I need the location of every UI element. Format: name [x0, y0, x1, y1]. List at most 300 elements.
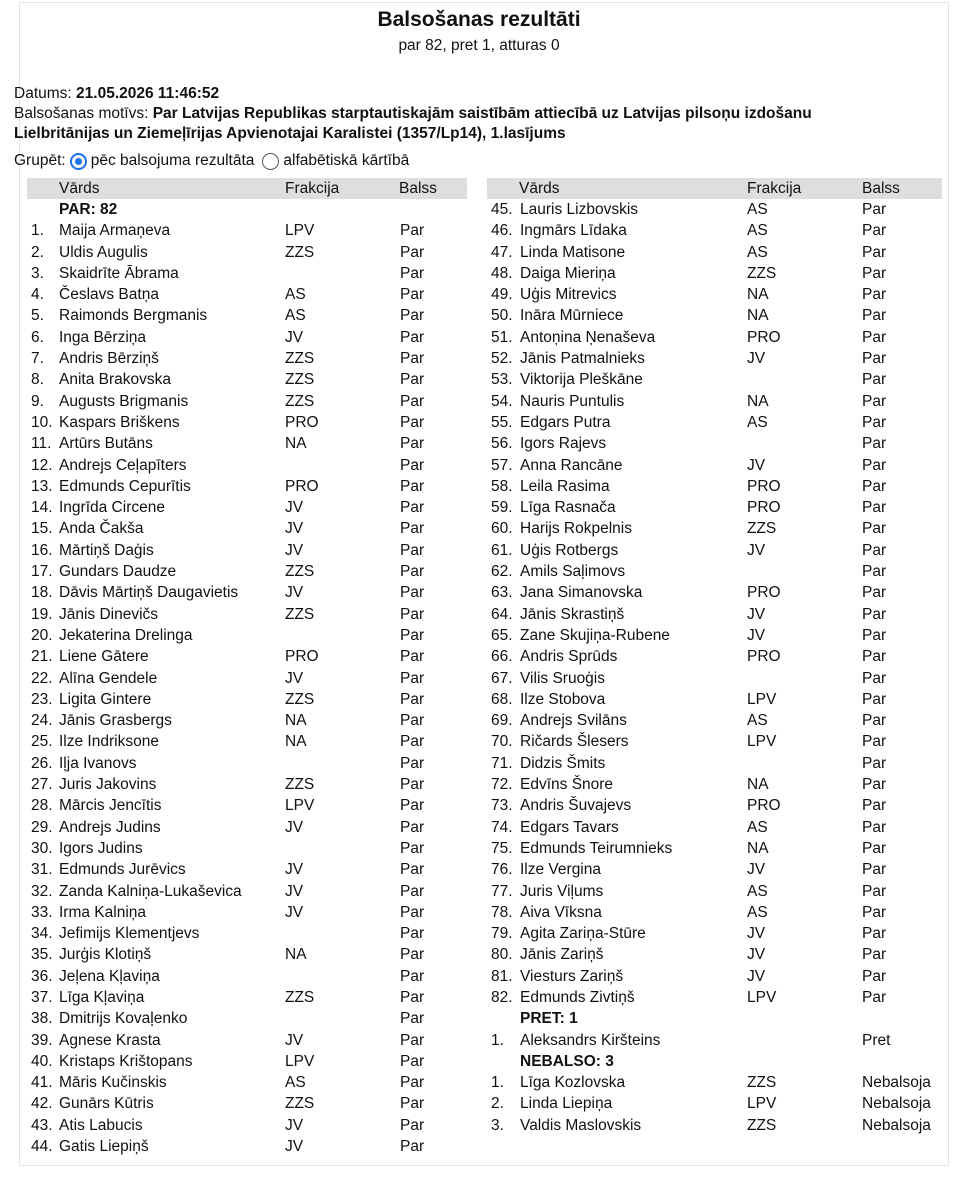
row-number: 50. [491, 307, 513, 325]
row-number: 9. [31, 392, 44, 410]
member-vote: Par [400, 626, 425, 644]
row-number: 39. [31, 1031, 53, 1049]
table-row [31, 242, 467, 263]
member-vote: Par [400, 477, 425, 495]
row-number: 28. [31, 797, 53, 815]
member-faction: AS [747, 818, 768, 836]
row-number: 30. [31, 839, 53, 857]
table-row [31, 668, 467, 689]
member-vote: Par [400, 690, 425, 708]
member-faction: PRO [747, 648, 781, 666]
member-faction: NA [747, 307, 769, 325]
member-vote: Par [862, 626, 887, 644]
member-faction: PRO [285, 648, 319, 666]
row-number: 72. [491, 776, 513, 794]
row-number: 1. [491, 1074, 504, 1092]
date-line [14, 84, 219, 104]
row-number: 52. [491, 350, 513, 368]
member-faction: JV [285, 861, 304, 879]
row-number: 29. [31, 818, 53, 836]
table-row [31, 795, 467, 816]
member-name: Edgars Putra [520, 413, 611, 431]
member-faction: JV [285, 1031, 304, 1049]
table-row [491, 710, 942, 731]
member-name: Anna Rancāne [520, 456, 623, 474]
table-row [491, 497, 942, 518]
row-number: 11. [31, 435, 52, 453]
row-number: 8. [31, 371, 44, 389]
member-faction: NA [285, 712, 307, 730]
table-row [31, 838, 467, 859]
group-by-control [14, 152, 409, 170]
row-number: 43. [31, 1116, 53, 1134]
right-table-header [487, 178, 942, 199]
radio-by-result-label[interactable]: pēc balsojuma rezultāta [90, 152, 255, 169]
table-row [31, 497, 467, 518]
member-faction: AS [747, 201, 768, 218]
table-row [31, 348, 467, 369]
member-vote: Par [862, 839, 887, 857]
table-row [491, 284, 942, 305]
header-name: Vārds [519, 180, 560, 197]
member-name: Atis Labucis [59, 1116, 143, 1134]
row-number: 1. [491, 1031, 504, 1049]
member-name: Edgars Tavars [520, 818, 619, 836]
member-name: Irma Kalniņa [59, 903, 147, 921]
member-name: Jefimijs Klementjevs [59, 925, 200, 943]
member-name: Liene Gātere [59, 648, 149, 666]
row-number: 45. [491, 201, 513, 218]
table-row [491, 689, 942, 710]
table-row [31, 518, 467, 539]
table-row [31, 263, 467, 284]
member-faction: JV [285, 541, 304, 559]
member-vote: Nebalsoja [862, 1095, 931, 1113]
table-row [31, 433, 467, 454]
member-name: Ināra Mūrniece [520, 307, 624, 325]
member-name: Andris Šuvajevs [520, 797, 632, 815]
row-number: 6. [31, 328, 44, 346]
member-vote: Par [862, 563, 887, 581]
section-label: PRET: 1 [520, 1010, 578, 1028]
row-number: 1. [31, 222, 44, 240]
row-number: 35. [31, 946, 53, 964]
table-row [31, 859, 467, 880]
header-name: Vārds [59, 180, 100, 197]
member-name: Jānis Grasbergs [59, 712, 172, 730]
row-number: 2. [31, 243, 44, 261]
motive-line-2 [14, 124, 566, 144]
member-name: Agita Zariņa-Stūre [520, 925, 646, 943]
member-name: Iļja Ivanovs [59, 754, 137, 772]
member-faction: ZZS [285, 392, 315, 410]
member-faction: ZZS [285, 563, 315, 581]
member-faction: JV [747, 967, 766, 985]
table-row [31, 1030, 467, 1051]
member-name: Amils Saļimovs [520, 563, 626, 581]
row-number: 10. [31, 413, 53, 431]
section-heading [31, 199, 467, 220]
table-row [491, 1072, 942, 1093]
member-name: Jānis Dinevičs [59, 605, 159, 623]
member-vote: Par [862, 946, 887, 964]
member-faction: ZZS [285, 371, 315, 389]
member-faction: ZZS [285, 1095, 315, 1113]
member-name: Andris Sprūds [520, 648, 618, 666]
member-name: Raimonds Bergmanis [59, 307, 208, 325]
table-row [31, 817, 467, 838]
member-vote: Par [400, 605, 425, 623]
table-row [31, 625, 467, 646]
table-row [491, 966, 942, 987]
header-vote: Balss [862, 180, 900, 197]
member-name: Jānis Patmalnieks [520, 350, 645, 368]
motive-value-continued: Lielbritānijas un Ziemeļīrijas Apvienotajai Karalistei (1357/Lp14), 1.lasījums [14, 125, 566, 142]
member-name: Juris Jakovins [59, 776, 157, 794]
table-row [491, 774, 942, 795]
member-vote: Nebalsoja [862, 1116, 931, 1134]
member-vote: Par [862, 222, 887, 240]
vote-summary: par 82, pret 1, atturas 0 [398, 37, 560, 54]
row-number: 23. [31, 690, 53, 708]
member-faction: PRO [285, 413, 319, 431]
member-faction: LPV [747, 690, 777, 708]
row-number: 73. [491, 797, 513, 815]
row-number: 56. [491, 435, 513, 453]
table-row [31, 944, 467, 965]
row-number: 46. [491, 222, 513, 240]
table-row [491, 859, 942, 880]
table-row [31, 753, 467, 774]
row-number: 19. [31, 605, 53, 623]
member-name: Ričards Šlesers [520, 733, 629, 751]
member-name: Augusts Brigmanis [59, 392, 189, 410]
radio-alphabetical-label[interactable]: alfabētiskā kārtībā [283, 152, 410, 169]
member-name: Edmunds Teirumnieks [520, 839, 673, 857]
row-number: 34. [31, 925, 53, 943]
row-number: 71. [491, 754, 513, 772]
member-name: Didzis Šmits [520, 754, 606, 772]
page-title: Balsošanas rezultāti [377, 8, 581, 31]
row-number: 58. [491, 477, 513, 495]
row-number: 68. [491, 690, 513, 708]
member-vote: Par [862, 328, 887, 346]
member-vote: Par [400, 797, 425, 815]
member-faction: AS [285, 286, 306, 304]
member-name: Vilis Sruoģis [520, 669, 606, 687]
member-vote: Par [862, 520, 887, 538]
table-row [31, 710, 467, 731]
member-vote: Par [400, 648, 425, 666]
member-name: Leila Rasima [520, 477, 610, 495]
member-name: Kaspars Briškens [59, 413, 180, 431]
row-number: 13. [31, 477, 53, 495]
member-vote: Par [862, 264, 887, 282]
member-vote: Par [862, 733, 887, 751]
member-name: Edvīns Šnore [520, 776, 614, 794]
member-vote: Par [400, 307, 425, 325]
member-vote: Par [862, 690, 887, 708]
member-faction: PRO [747, 477, 781, 495]
row-number: 82. [491, 988, 513, 1006]
member-faction: LPV [285, 797, 315, 815]
group-label: Grupēt: [14, 152, 66, 169]
row-number: 12. [31, 456, 53, 474]
member-vote: Par [400, 499, 425, 517]
member-vote: Par [862, 499, 887, 517]
member-faction: AS [285, 1074, 306, 1092]
member-vote: Par [400, 967, 425, 985]
member-vote: Par [862, 988, 887, 1006]
member-name: Edmunds Cepurītis [59, 477, 191, 495]
member-faction: ZZS [747, 1074, 777, 1092]
row-number: 59. [491, 499, 513, 517]
row-number: 54. [491, 392, 513, 410]
table-row [491, 220, 942, 241]
member-faction: LPV [747, 988, 777, 1006]
date-label: Datums: [14, 85, 72, 102]
member-faction: NA [747, 776, 769, 794]
table-row [491, 838, 942, 859]
section-label: PAR: 82 [59, 201, 118, 218]
member-vote: Par [862, 776, 887, 794]
row-number: 51. [491, 328, 513, 346]
member-faction: AS [747, 222, 768, 240]
member-name: Skaidrīte Ābrama [59, 264, 179, 282]
table-row [31, 1072, 467, 1093]
member-faction: JV [747, 350, 766, 368]
row-number: 25. [31, 733, 53, 751]
table-row [491, 731, 942, 752]
row-number: 36. [31, 967, 53, 985]
member-vote: Par [862, 392, 887, 410]
member-vote: Par [862, 861, 887, 879]
table-row [491, 242, 942, 263]
member-name: Edmunds Jurēvics [59, 861, 186, 879]
member-vote: Par [862, 669, 887, 687]
member-vote: Par [400, 392, 425, 410]
member-vote: Par [862, 477, 887, 495]
table-row [31, 646, 467, 667]
member-name: Līga Rasnača [520, 499, 616, 517]
table-row [491, 902, 942, 923]
table-row [491, 199, 942, 220]
member-vote: Par [400, 413, 425, 431]
member-name: Zane Skujiņa-Rubene [520, 626, 670, 644]
table-row [31, 582, 467, 603]
member-vote: Par [862, 371, 887, 389]
member-name: Jeļena Kļaviņa [59, 967, 160, 985]
table-row [491, 348, 942, 369]
member-faction: JV [747, 946, 766, 964]
member-name: Mārcis Jencītis [59, 797, 162, 815]
member-vote: Par [400, 584, 425, 602]
member-vote: Par [400, 563, 425, 581]
radio-alphabetical[interactable] [262, 153, 279, 170]
member-vote: Par [400, 286, 425, 304]
member-name: Ilze Vergina [520, 861, 601, 879]
member-vote: Nebalsoja [862, 1074, 931, 1092]
member-faction: JV [747, 605, 766, 623]
row-number: 75. [491, 839, 513, 857]
member-vote: Par [862, 307, 887, 325]
member-faction: NA [747, 286, 769, 304]
table-row [31, 774, 467, 795]
table-row [31, 284, 467, 305]
member-faction: JV [285, 584, 304, 602]
table-row [31, 1093, 467, 1114]
member-vote: Par [400, 350, 425, 368]
table-row [31, 455, 467, 476]
member-name: Andrejs Svilāns [520, 712, 627, 730]
table-row [491, 795, 942, 816]
member-name: Viesturs Zariņš [520, 967, 624, 985]
member-vote: Par [862, 435, 887, 453]
member-faction: PRO [285, 477, 319, 495]
member-faction: JV [285, 520, 304, 538]
member-vote: Par [862, 541, 887, 559]
member-vote: Par [862, 350, 887, 368]
row-number: 65. [491, 626, 513, 644]
member-vote: Par [400, 435, 425, 453]
row-number: 47. [491, 243, 513, 261]
table-row [491, 369, 942, 390]
member-vote: Par [400, 541, 425, 559]
member-faction: JV [285, 1116, 304, 1134]
member-faction: LPV [285, 1052, 315, 1070]
member-vote: Par [862, 882, 887, 900]
row-number: 61. [491, 541, 513, 559]
row-number: 20. [31, 626, 53, 644]
member-name: Uģis Mitrevics [520, 286, 617, 304]
member-faction: ZZS [747, 264, 777, 282]
radio-by-result[interactable] [70, 153, 87, 170]
row-number: 41. [31, 1074, 53, 1092]
member-faction: NA [285, 946, 307, 964]
member-faction: PRO [747, 584, 781, 602]
member-faction: JV [747, 541, 766, 559]
table-row [491, 582, 942, 603]
table-row [31, 689, 467, 710]
table-row [31, 987, 467, 1008]
member-faction: JV [747, 925, 766, 943]
header-faction: Frakcija [285, 180, 340, 197]
member-faction: PRO [747, 797, 781, 815]
table-row [31, 561, 467, 582]
row-number: 15. [31, 520, 53, 538]
row-number: 18. [31, 584, 53, 602]
member-vote: Par [400, 988, 425, 1006]
member-name: Mārtiņš Daģis [59, 541, 154, 559]
row-number: 44. [31, 1138, 53, 1156]
member-faction: JV [285, 328, 304, 346]
row-number: 78. [491, 903, 513, 921]
member-name: Juris Viļums [520, 882, 604, 900]
member-name: Līga Kļaviņa [59, 988, 145, 1006]
member-name: Uģis Rotbergs [520, 541, 619, 559]
table-row [491, 1115, 942, 1136]
member-faction: AS [285, 307, 306, 325]
section-label: NEBALSO: 3 [520, 1052, 614, 1070]
member-vote: Par [862, 605, 887, 623]
member-name: Harijs Rokpelnis [520, 520, 632, 538]
left-vote-table [31, 199, 467, 1157]
member-faction: ZZS [285, 776, 315, 794]
row-number: 66. [491, 648, 513, 666]
table-row [491, 412, 942, 433]
table-row [31, 540, 467, 561]
member-name: Zanda Kalniņa-Lukaševica [59, 882, 242, 900]
member-vote: Par [400, 264, 425, 282]
table-row [31, 391, 467, 412]
member-name: Andris Bērziņš [59, 350, 159, 368]
member-name: Andrejs Judins [59, 818, 161, 836]
member-faction: LPV [285, 222, 315, 240]
row-number: 42. [31, 1095, 53, 1113]
member-name: Igors Judins [59, 839, 143, 857]
member-faction: JV [747, 861, 766, 879]
table-row [491, 817, 942, 838]
table-row [491, 1093, 942, 1114]
member-faction: NA [747, 839, 769, 857]
table-row [491, 604, 942, 625]
row-number: 38. [31, 1010, 53, 1028]
member-faction: AS [747, 903, 768, 921]
member-name: Kristaps Krištopans [59, 1052, 193, 1070]
member-vote: Par [400, 1031, 425, 1049]
section-heading [491, 1008, 942, 1029]
header-vote: Balss [399, 180, 437, 197]
member-faction: NA [747, 392, 769, 410]
member-vote: Par [400, 1010, 425, 1028]
member-vote: Par [400, 903, 425, 921]
member-faction: AS [747, 882, 768, 900]
member-faction: NA [285, 733, 307, 751]
member-vote: Par [400, 712, 425, 730]
table-row [31, 1115, 467, 1136]
row-number: 76. [491, 861, 513, 879]
row-number: 17. [31, 563, 53, 581]
member-faction: ZZS [285, 350, 315, 368]
member-faction: JV [747, 626, 766, 644]
member-faction: PRO [747, 328, 781, 346]
member-vote: Pret [862, 1031, 891, 1049]
row-number: 3. [491, 1116, 504, 1134]
row-number: 53. [491, 371, 513, 389]
motive-label: Balsošanas motīvs: [14, 105, 149, 122]
table-row [31, 327, 467, 348]
table-row [491, 561, 942, 582]
member-name: Daiga Mieriņa [520, 264, 616, 282]
member-vote: Par [400, 733, 425, 751]
row-number: 33. [31, 903, 53, 921]
member-name: Ilze Indriksone [59, 733, 159, 751]
member-faction: JV [285, 903, 304, 921]
row-number: 22. [31, 669, 53, 687]
row-number: 32. [31, 882, 53, 900]
member-vote: Par [400, 520, 425, 538]
member-name: Māris Kučinskis [59, 1074, 167, 1092]
row-number: 63. [491, 584, 513, 602]
left-table-header [27, 178, 467, 199]
member-name: Valdis Maslovskis [520, 1116, 642, 1134]
member-faction: JV [285, 669, 304, 687]
member-vote: Par [400, 946, 425, 964]
member-vote: Par [400, 818, 425, 836]
table-row [491, 625, 942, 646]
table-row [31, 476, 467, 497]
row-number: 77. [491, 882, 513, 900]
